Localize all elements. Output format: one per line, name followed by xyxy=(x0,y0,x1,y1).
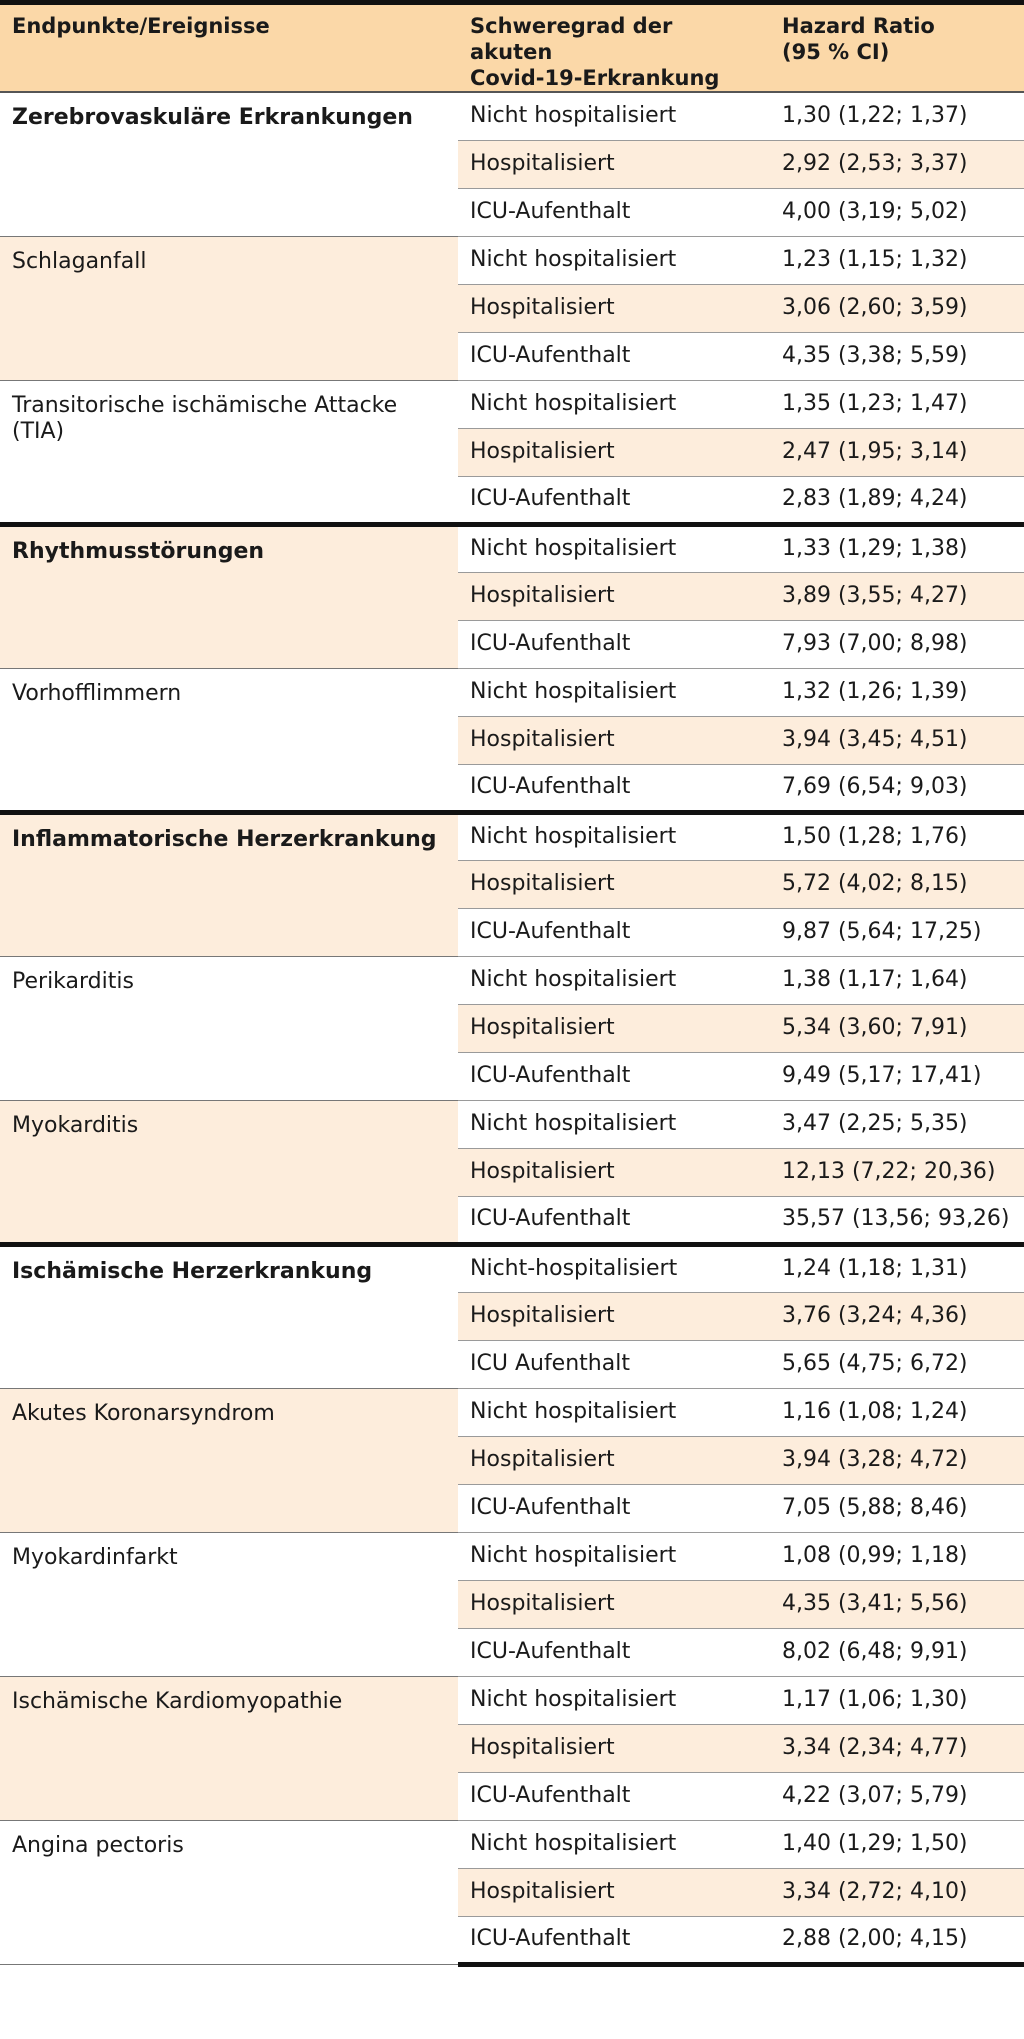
table-row xyxy=(0,1676,1024,1724)
header-endpoint xyxy=(0,3,458,93)
severity-cell: ICU-Aufenthalt xyxy=(458,1772,770,1820)
hazard-ratio-cell: 4,22 (3,07; 5,79) xyxy=(770,1772,1024,1820)
hazard-ratio-cell: 7,05 (5,88; 8,46) xyxy=(770,1484,1024,1532)
severity-cell: Hospitalisiert xyxy=(458,860,770,908)
hazard-ratio-cell: 3,34 (2,72; 4,10) xyxy=(770,1868,1024,1916)
header-severity xyxy=(458,3,770,93)
severity-cell: ICU-Aufenthalt xyxy=(458,764,770,812)
severity-cell: ICU Aufenthalt xyxy=(458,1340,770,1388)
hazard-ratio-cell: 9,49 (5,17; 17,41) xyxy=(770,1052,1024,1100)
severity-cell: ICU-Aufenthalt xyxy=(458,476,770,524)
severity-cell: ICU-Aufenthalt xyxy=(458,1484,770,1532)
hazard-ratio-cell: 12,13 (7,22; 20,36) xyxy=(770,1148,1024,1196)
endpoint-cell: Akutes Koronarsyndrom xyxy=(0,1388,458,1532)
hazard-ratio-cell: 1,50 (1,28; 1,76) xyxy=(770,812,1024,860)
table-row xyxy=(0,524,1024,572)
hazard-ratio-cell: 1,40 (1,29; 1,50) xyxy=(770,1820,1024,1868)
severity-cell: ICU-Aufenthalt xyxy=(458,1196,770,1244)
table-row xyxy=(0,1244,1024,1292)
table-row xyxy=(0,668,1024,716)
severity-cell: Hospitalisiert xyxy=(458,428,770,476)
severity-cell: Nicht hospitalisiert xyxy=(458,1388,770,1436)
severity-cell: ICU-Aufenthalt xyxy=(458,188,770,236)
endpoint-cell: Perikarditis xyxy=(0,956,458,1100)
hazard-ratio-cell: 4,00 (3,19; 5,02) xyxy=(770,188,1024,236)
severity-cell: ICU-Aufenthalt xyxy=(458,1916,770,1964)
severity-cell: ICU-Aufenthalt xyxy=(458,1052,770,1100)
hazard-ratio-cell: 1,17 (1,06; 1,30) xyxy=(770,1676,1024,1724)
hazard-ratio-cell: 1,23 (1,15; 1,32) xyxy=(770,236,1024,284)
table-row xyxy=(0,1820,1024,1868)
hazard-ratio-cell: 3,06 (2,60; 3,59) xyxy=(770,284,1024,332)
severity-cell: Nicht-hospitalisiert xyxy=(458,1244,770,1292)
severity-cell: Hospitalisiert xyxy=(458,1580,770,1628)
endpoint-cell: Ischämische Kardiomyopathie xyxy=(0,1676,458,1820)
hazard-ratio-cell: 5,34 (3,60; 7,91) xyxy=(770,1004,1024,1052)
hazard-ratio-cell: 7,93 (7,00; 8,98) xyxy=(770,620,1024,668)
hazard-ratio-cell: 3,47 (2,25; 5,35) xyxy=(770,1100,1024,1148)
hazard-ratio-cell: 5,65 (4,75; 6,72) xyxy=(770,1340,1024,1388)
endpoint-cell: Rhythmusstörungen xyxy=(0,524,458,668)
header-row xyxy=(0,3,1024,93)
hazard-ratio-cell: 1,24 (1,18; 1,31) xyxy=(770,1244,1024,1292)
header-endpoint-label: Endpunkte/Ereignisse xyxy=(12,14,270,38)
severity-cell: Nicht hospitalisiert xyxy=(458,1100,770,1148)
header-severity-line2: Covid-19-Erkrankung xyxy=(470,66,720,90)
severity-cell: ICU-Aufenthalt xyxy=(458,620,770,668)
header-hazard-ratio xyxy=(770,3,1024,93)
severity-cell: Nicht hospitalisiert xyxy=(458,236,770,284)
severity-cell: Nicht hospitalisiert xyxy=(458,1820,770,1868)
hazard-ratio-cell: 1,35 (1,23; 1,47) xyxy=(770,380,1024,428)
hazard-ratio-cell: 1,38 (1,17; 1,64) xyxy=(770,956,1024,1004)
table-row xyxy=(0,1100,1024,1148)
severity-cell: Hospitalisiert xyxy=(458,140,770,188)
hazard-ratio-cell: 35,57 (13,56; 93,26) xyxy=(770,1196,1024,1244)
severity-cell: Nicht hospitalisiert xyxy=(458,92,770,140)
hazard-ratio-cell: 3,89 (3,55; 4,27) xyxy=(770,572,1024,620)
hazard-ratio-cell: 1,30 (1,22; 1,37) xyxy=(770,92,1024,140)
severity-cell: Nicht hospitalisiert xyxy=(458,524,770,572)
hazard-ratio-cell: 4,35 (3,38; 5,59) xyxy=(770,332,1024,380)
severity-cell: Hospitalisiert xyxy=(458,1436,770,1484)
severity-cell: Nicht hospitalisiert xyxy=(458,1676,770,1724)
hazard-ratio-cell: 2,83 (1,89; 4,24) xyxy=(770,476,1024,524)
table-row xyxy=(0,236,1024,284)
severity-cell: Hospitalisiert xyxy=(458,572,770,620)
table-header xyxy=(0,3,1024,93)
endpoint-cell: Zerebrovaskuläre Erkrankungen xyxy=(0,92,458,236)
endpoint-cell: Schlaganfall xyxy=(0,236,458,380)
hazard-ratio-cell: 4,35 (3,41; 5,56) xyxy=(770,1580,1024,1628)
table-row xyxy=(0,92,1024,140)
endpoint-cell: Myokardinfarkt xyxy=(0,1532,458,1676)
severity-cell: Nicht hospitalisiert xyxy=(458,380,770,428)
endpoint-cell: Myokarditis xyxy=(0,1100,458,1244)
hazard-ratio-cell: 3,94 (3,45; 4,51) xyxy=(770,716,1024,764)
endpoint-cell: Inflammatorische Herzerkrankung xyxy=(0,812,458,956)
hazard-ratio-cell: 2,92 (2,53; 3,37) xyxy=(770,140,1024,188)
endpoint-cell: Angina pectoris xyxy=(0,1820,458,1964)
hazard-ratio-cell: 1,32 (1,26; 1,39) xyxy=(770,668,1024,716)
table-row xyxy=(0,812,1024,860)
endpoint-cell: Vorhofflimmern xyxy=(0,668,458,812)
table-row xyxy=(0,380,1024,428)
hazard-ratio-cell: 2,47 (1,95; 3,14) xyxy=(770,428,1024,476)
severity-cell: Hospitalisiert xyxy=(458,1292,770,1340)
hazard-ratio-cell: 2,88 (2,00; 4,15) xyxy=(770,1916,1024,1964)
severity-cell: Hospitalisiert xyxy=(458,1004,770,1052)
severity-cell: ICU-Aufenthalt xyxy=(458,332,770,380)
table-body xyxy=(0,92,1024,1964)
severity-cell: Hospitalisiert xyxy=(458,1148,770,1196)
severity-cell: ICU-Aufenthalt xyxy=(458,908,770,956)
severity-cell: Hospitalisiert xyxy=(458,1868,770,1916)
header-severity-line1: Schweregrad der akuten xyxy=(470,14,673,64)
header-hr-line2: (95 % CI) xyxy=(782,40,890,64)
severity-cell: Nicht hospitalisiert xyxy=(458,1532,770,1580)
hazard-ratio-cell: 1,08 (0,99; 1,18) xyxy=(770,1532,1024,1580)
severity-cell: Nicht hospitalisiert xyxy=(458,668,770,716)
severity-cell: Hospitalisiert xyxy=(458,1724,770,1772)
table-row xyxy=(0,956,1024,1004)
table-row xyxy=(0,1532,1024,1580)
hazard-ratio-cell: 7,69 (6,54; 9,03) xyxy=(770,764,1024,812)
hazard-ratio-cell: 3,34 (2,34; 4,77) xyxy=(770,1724,1024,1772)
header-hr-line1: Hazard Ratio xyxy=(782,14,935,38)
hazard-ratio-cell: 8,02 (6,48; 9,91) xyxy=(770,1628,1024,1676)
hazard-ratio-cell: 1,33 (1,29; 1,38) xyxy=(770,524,1024,572)
severity-cell: ICU-Aufenthalt xyxy=(458,1628,770,1676)
severity-cell: Hospitalisiert xyxy=(458,716,770,764)
hazard-ratio-cell: 5,72 (4,02; 8,15) xyxy=(770,860,1024,908)
severity-cell: Nicht hospitalisiert xyxy=(458,956,770,1004)
severity-cell: Nicht hospitalisiert xyxy=(458,812,770,860)
hazard-ratio-cell: 3,76 (3,24; 4,36) xyxy=(770,1292,1024,1340)
hazard-ratio-cell: 3,94 (3,28; 4,72) xyxy=(770,1436,1024,1484)
table-row xyxy=(0,1388,1024,1436)
severity-cell: Hospitalisiert xyxy=(458,284,770,332)
hazard-ratio-cell: 1,16 (1,08; 1,24) xyxy=(770,1388,1024,1436)
endpoint-cell: Transitorische ischämische Attacke (TIA) xyxy=(0,380,458,524)
hazard-ratio-cell: 9,87 (5,64; 17,25) xyxy=(770,908,1024,956)
endpoint-cell: Ischämische Herzerkrankung xyxy=(0,1244,458,1388)
